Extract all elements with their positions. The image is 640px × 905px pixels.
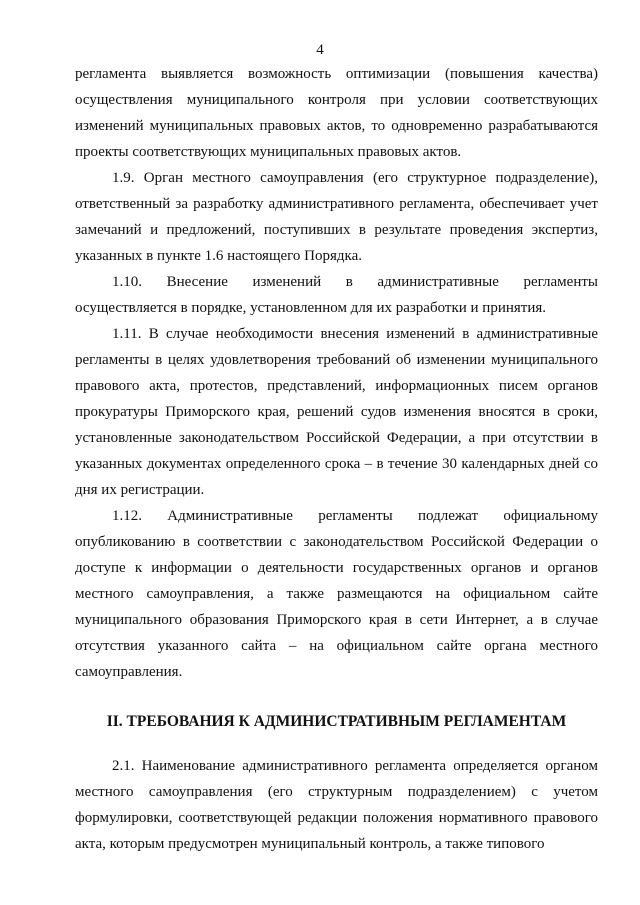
paragraph-2-1: 2.1. Наименование административного регламента определяется органом местного самоуправления (его структурным подразделением) с учетом формулировки, соответствующей редакции положения нормативного правового акта, которым предусмотрен муниципальный контроль, а также типового: [75, 758, 598, 852]
paragraph-continuation: регламента выявляется возможность оптимизации (повышения качества) осуществления муниципального контроля при условии соответствующих изменений муниципальных правовых актов, то одновременно разрабатываются проекты соответствующих муниципальных правовых актов.: [75, 66, 598, 160]
page-number: 4: [316, 42, 324, 58]
paragraph-1-11: 1.11. В случае необходимости внесения изменений в административные регламенты в целях удовлетворения требований об изменении муниципального правового акта, протестов, представлений, информационных писем органов прокуратуры Приморского края, решений судов изменения вносятся в сроки, установленные законодательством Российской Федерации, а при отсутствии в указанных документах определенного срока – в течение 30 календарных дней со дня их регистрации.: [75, 326, 598, 498]
section-heading: II. ТРЕБОВАНИЯ К АДМИНИСТРАТИВНЫМ РЕГЛАМЕНТАМ: [106, 713, 567, 730]
paragraph-1-12: 1.12. Административные регламенты подлежат официальному опубликованию в соответствии с законодательством Российской Федерации о доступе к информации о деятельности государственных органов и органов местного самоуправления, а также размещаются на официальном сайте муниципального образования Приморского края в сети Интернет, а в случае отсутствия указанного сайта – на официальном сайте органа местного самоуправления.: [75, 508, 598, 680]
paragraph-1-9: 1.9. Орган местного самоуправления (его структурное подразделение), ответственный за разработку административного регламента, обеспечивает учет замечаний и предложений, поступивших в результате проведения экспертиз, указанных в пункте 1.6 настоящего Порядка.: [75, 170, 598, 264]
document-body: [75, 61, 598, 857]
paragraph-1-10: 1.10. Внесение изменений в административные регламенты осуществляется в порядке, установленном для их разработки и принятия.: [75, 274, 598, 316]
